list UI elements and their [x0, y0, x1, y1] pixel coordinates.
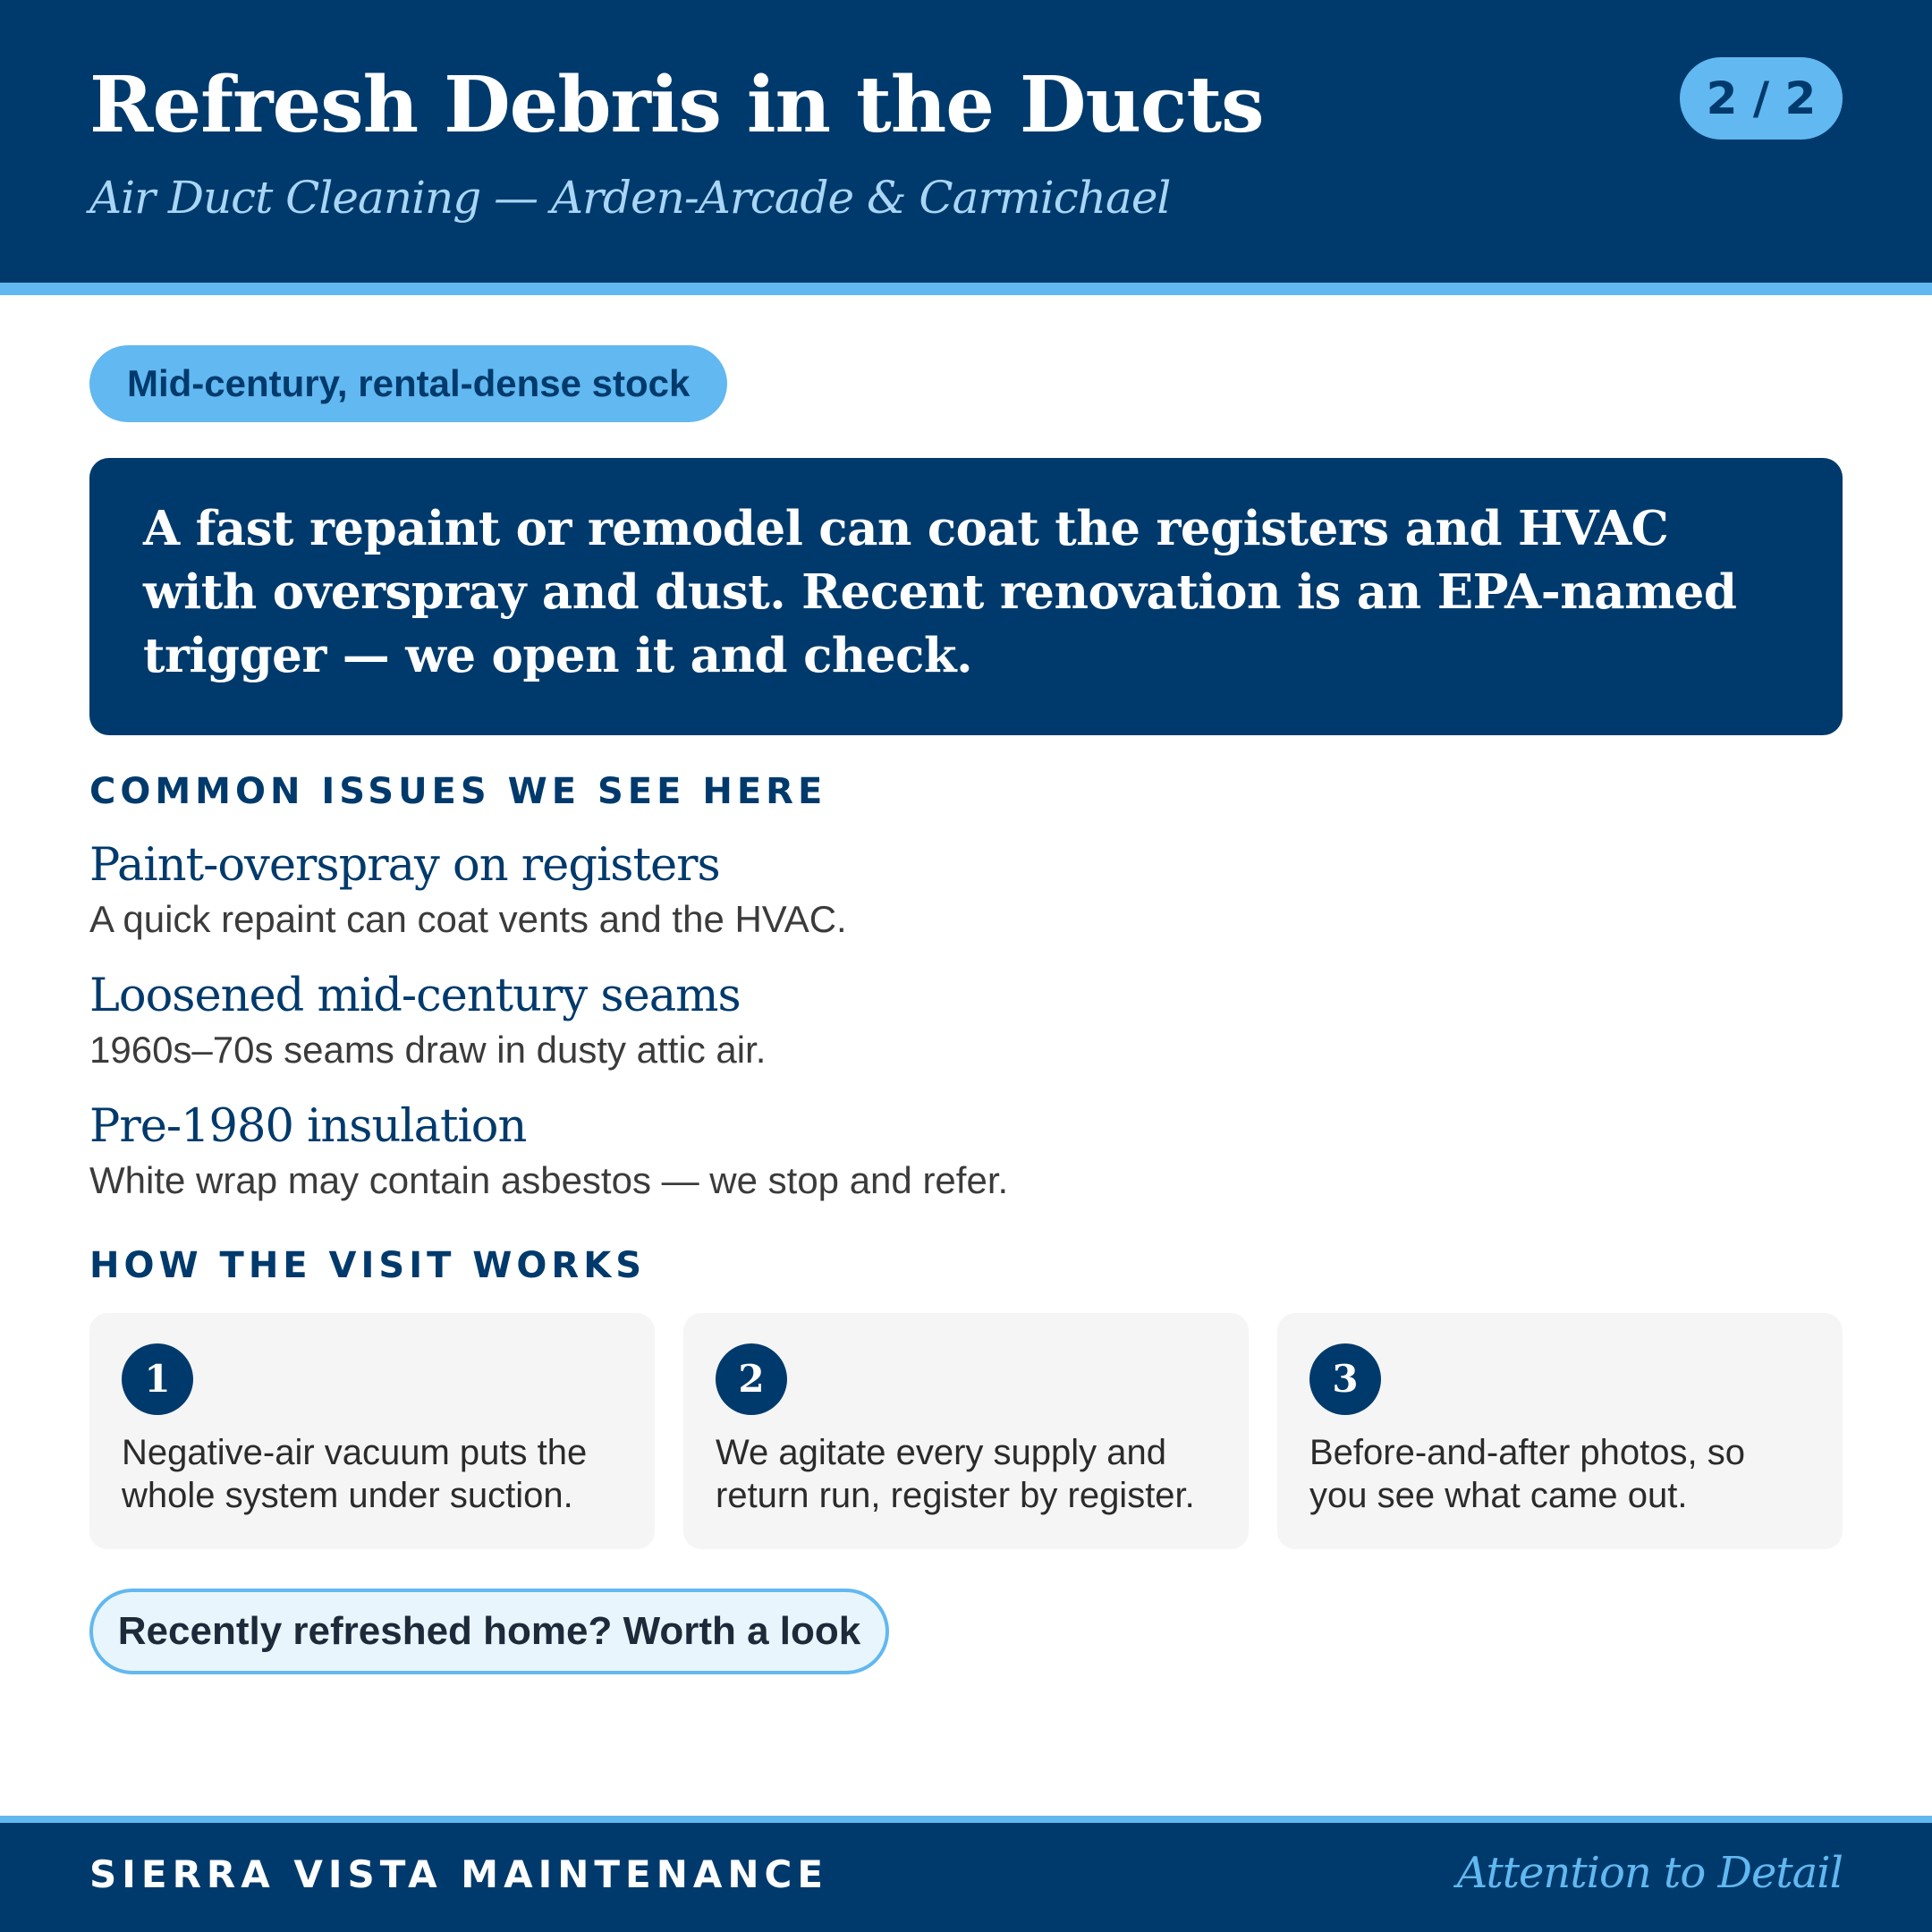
issues-heading: COMMON ISSUES WE SEE HERE — [89, 771, 827, 812]
step-number-badge: 2 — [716, 1343, 787, 1415]
cta-button[interactable]: Recently refreshed home? Worth a look — [89, 1589, 889, 1674]
visit-heading: HOW THE VISIT WORKS — [89, 1245, 647, 1286]
issue-title: Pre-1980 insulation — [89, 1100, 527, 1153]
page-title: Refresh Debris in the Ducts — [89, 60, 1264, 150]
category-tag: Mid-century, rental-dense stock — [89, 345, 727, 422]
step-text: Negative-air vacuum puts the whole system under suction. — [122, 1433, 588, 1515]
page-subtitle: Air Duct Cleaning — Arden-Arcade & Carmichael — [89, 172, 1171, 224]
step-card — [1277, 1313, 1843, 1549]
issue-description: 1960s–70s seams draw in dusty attic air. — [89, 1029, 767, 1071]
issue-title: Paint-overspray on registers — [89, 839, 720, 892]
callout-box: A fast repaint or remodel can coat the registers and HVAC with overspray and dust. Recent renovation is an EPA-named trigger — we open it and check. — [89, 458, 1843, 735]
step-number-badge: 1 — [122, 1343, 193, 1415]
issue-item — [89, 837, 1843, 945]
issue-description: White wrap may contain asbestos — we stop and refer. — [89, 1159, 1009, 1201]
brand-tagline: Attention to Detail — [1456, 1848, 1843, 1898]
footer-bar — [0, 1816, 1932, 1932]
issue-description: A quick repaint can coat vents and the HVAC. — [89, 898, 847, 940]
issue-item — [89, 1098, 1843, 1206]
header-banner — [0, 0, 1932, 295]
step-card — [683, 1313, 1249, 1549]
page-indicator-badge: 2 / 2 — [1680, 57, 1843, 140]
step-number-badge: 3 — [1309, 1343, 1381, 1415]
issue-item — [89, 968, 1843, 1075]
step-text: We agitate every supply and return run, register by register. — [716, 1433, 1195, 1515]
step-card — [89, 1313, 655, 1549]
issue-title: Loosened mid-century seams — [89, 970, 741, 1022]
step-text: Before-and-after photos, so you see what came out. — [1309, 1433, 1745, 1515]
brand-name: SIERRA VISTA MAINTENANCE — [89, 1852, 829, 1896]
